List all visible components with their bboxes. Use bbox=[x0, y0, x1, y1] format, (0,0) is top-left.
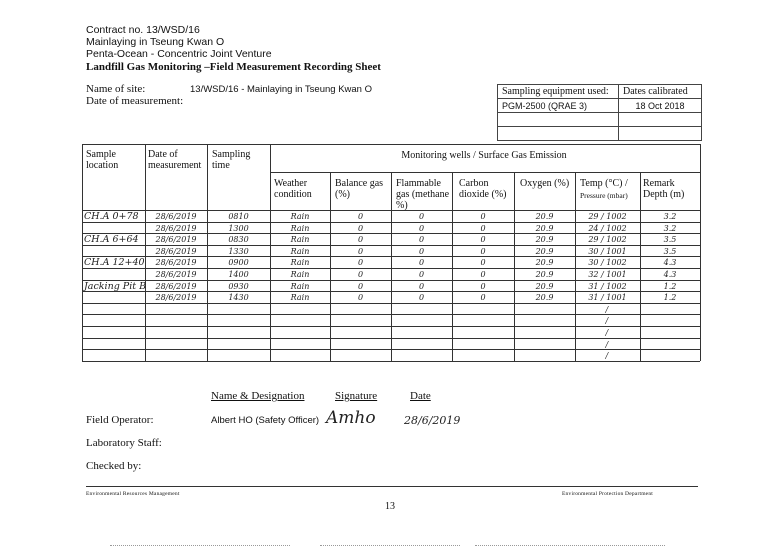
cell-temp-pressure: 30 / 1001 bbox=[588, 246, 627, 256]
cell-temp-pressure-slash: / bbox=[605, 304, 609, 314]
cell-date: 28/6/2019 bbox=[155, 212, 197, 221]
signoff-signature-header: Signature bbox=[335, 390, 378, 402]
cell-flammable: 0 bbox=[418, 281, 425, 291]
header-remark-depth: Remark Depth (m) bbox=[643, 178, 685, 200]
cell-balance: 0 bbox=[357, 235, 364, 245]
cell-time: 1430 bbox=[228, 293, 249, 303]
cell-remark: 3.2 bbox=[663, 212, 677, 221]
equipment-header: Sampling equipment used: bbox=[498, 85, 619, 99]
cell-remark: 4.3 bbox=[663, 258, 677, 268]
cell-balance: 0 bbox=[357, 246, 364, 256]
cell-sample-location: CH.A 0+78 bbox=[84, 211, 139, 222]
cell-oxygen: 20.9 bbox=[535, 270, 554, 279]
cell-flammable: 0 bbox=[418, 212, 425, 221]
cell-weather: Rain bbox=[290, 246, 310, 256]
cell-flammable: 0 bbox=[418, 246, 425, 256]
cell-time: 0830 bbox=[228, 235, 249, 245]
cell-temp-pressure: 29 / 1002 bbox=[588, 235, 627, 245]
field-operator-date: 28/6/2019 bbox=[404, 414, 461, 427]
cell-time: 0810 bbox=[228, 212, 249, 221]
cell-weather: Rain bbox=[290, 270, 310, 279]
document-title: Landfill Gas Monitoring –Field Measurement Recording Sheet bbox=[86, 61, 381, 73]
cell-time: 1400 bbox=[228, 270, 249, 279]
table-subheader-line bbox=[270, 172, 700, 173]
cell-temp-pressure-slash: / bbox=[605, 339, 609, 349]
cell-co2: 0 bbox=[480, 235, 486, 245]
cell-weather: Rain bbox=[290, 258, 310, 268]
cell-remark: 1.2 bbox=[663, 281, 677, 291]
field-operator-label: Field Operator: bbox=[86, 414, 154, 426]
cell-weather: Rain bbox=[290, 281, 310, 291]
scan-artifact bbox=[475, 545, 665, 546]
cell-balance: 0 bbox=[357, 270, 364, 279]
cell-co2: 0 bbox=[480, 258, 486, 268]
site-name-value: 13/WSD/16 - Mainlaying in Tseung Kwan O bbox=[190, 84, 372, 95]
header-carbon-dioxide: Carbon dioxide (%) bbox=[459, 178, 507, 200]
cell-time: 1330 bbox=[228, 246, 249, 256]
footer-divider bbox=[86, 486, 698, 487]
cell-balance: 0 bbox=[357, 258, 364, 268]
table-column-line bbox=[82, 144, 83, 361]
equipment-empty-cell bbox=[498, 113, 619, 127]
cell-remark: 3.5 bbox=[663, 246, 677, 256]
header-monitoring-group: Monitoring wells / Surface Gas Emission bbox=[401, 150, 567, 161]
cell-date: 28/6/2019 bbox=[155, 223, 197, 233]
cell-flammable: 0 bbox=[418, 270, 425, 279]
equipment-value: PGM-2500 (QRAE 3) bbox=[498, 99, 619, 113]
cell-time: 1300 bbox=[228, 223, 249, 233]
cell-date: 28/6/2019 bbox=[155, 293, 197, 303]
cell-time: 0900 bbox=[228, 258, 249, 268]
cell-oxygen: 20.9 bbox=[535, 258, 554, 268]
cell-co2: 0 bbox=[480, 212, 486, 221]
cell-time: 0930 bbox=[228, 281, 249, 291]
header-temp: Temp (°C) / bbox=[580, 178, 628, 189]
scan-artifact bbox=[320, 545, 460, 546]
cell-flammable: 0 bbox=[418, 293, 425, 303]
cell-remark: 1.2 bbox=[663, 293, 677, 303]
calibrated-header: Dates calibrated bbox=[619, 85, 702, 99]
footer-right: Environmental Protection Department bbox=[562, 491, 654, 497]
header-sample-location: Sample location bbox=[86, 149, 119, 171]
site-name-label: Name of site: bbox=[86, 83, 146, 95]
cell-co2: 0 bbox=[480, 246, 486, 256]
header-sampling-time: Sampling time bbox=[212, 149, 251, 171]
cell-oxygen: 20.9 bbox=[535, 281, 554, 291]
cell-weather: Rain bbox=[290, 223, 310, 233]
cell-co2: 0 bbox=[480, 270, 486, 279]
field-operator-signature: Amho bbox=[326, 408, 376, 428]
table-column-line bbox=[700, 144, 701, 361]
cell-oxygen: 20.9 bbox=[535, 212, 554, 221]
header-pressure: Pressure (mbar) bbox=[580, 191, 628, 200]
cell-weather: Rain bbox=[290, 293, 310, 303]
table-border-top bbox=[82, 144, 700, 145]
calibrated-empty-cell bbox=[619, 127, 702, 141]
page-number: 13 bbox=[385, 501, 395, 512]
cell-date: 28/6/2019 bbox=[155, 258, 197, 268]
cell-weather: Rain bbox=[290, 212, 310, 221]
calibrated-empty-cell bbox=[619, 113, 702, 127]
cell-co2: 0 bbox=[480, 293, 486, 303]
contractor-name: Penta-Ocean - Concentric Joint Venture bbox=[86, 48, 272, 60]
cell-sample-location: CH.A 12+40 bbox=[84, 257, 145, 269]
cell-date: 28/6/2019 bbox=[155, 246, 197, 256]
cell-oxygen: 20.9 bbox=[535, 246, 554, 256]
equipment-empty-cell bbox=[498, 127, 619, 141]
cell-temp-pressure: 31 / 1002 bbox=[588, 281, 627, 291]
contract-number: Contract no. 13/WSD/16 bbox=[86, 24, 200, 36]
cell-remark: 4.3 bbox=[663, 270, 677, 279]
cell-date: 28/6/2019 bbox=[155, 235, 197, 245]
cell-oxygen: 20.9 bbox=[535, 223, 554, 233]
calibrated-value: 18 Oct 2018 bbox=[619, 99, 702, 113]
cell-balance: 0 bbox=[357, 293, 364, 303]
header-weather: Weather condition bbox=[274, 178, 312, 200]
header-flammable-gas: Flammable gas (methane %) bbox=[396, 178, 450, 211]
cell-remark: 3.5 bbox=[663, 235, 677, 245]
cell-temp-pressure-slash: / bbox=[605, 316, 609, 326]
cell-oxygen: 20.9 bbox=[535, 235, 554, 245]
cell-temp-pressure: 29 / 1002 bbox=[588, 212, 627, 221]
cell-temp-pressure-slash: / bbox=[605, 328, 609, 337]
cell-sample-location: CH.A 6+64 bbox=[84, 234, 139, 246]
header-oxygen: Oxygen (%) bbox=[520, 178, 570, 189]
project-name: Mainlaying in Tseung Kwan O bbox=[86, 36, 225, 48]
cell-sample-location: Jacking Pit B bbox=[84, 280, 147, 292]
signoff-name-header: Name & Designation bbox=[211, 390, 305, 402]
cell-temp-pressure: 30 / 1002 bbox=[588, 258, 627, 268]
cell-flammable: 0 bbox=[418, 223, 425, 233]
checked-by-label: Checked by: bbox=[86, 460, 142, 472]
equipment-table bbox=[497, 84, 702, 141]
cell-co2: 0 bbox=[480, 223, 486, 233]
cell-co2: 0 bbox=[480, 281, 486, 291]
cell-balance: 0 bbox=[357, 281, 364, 291]
lab-staff-label: Laboratory Staff: bbox=[86, 437, 162, 449]
cell-flammable: 0 bbox=[418, 235, 425, 245]
cell-date: 28/6/2019 bbox=[155, 270, 197, 279]
header-date-of-measurement: Date of measurement bbox=[148, 149, 202, 171]
cell-weather: Rain bbox=[290, 235, 310, 245]
field-operator-name: Albert HO (Safety Officer) bbox=[211, 415, 320, 426]
header-balance-gas: Balance gas (%) bbox=[335, 178, 384, 200]
cell-temp-pressure: 31 / 1001 bbox=[588, 293, 627, 303]
cell-flammable: 0 bbox=[418, 258, 425, 268]
cell-oxygen: 20.9 bbox=[535, 293, 554, 303]
cell-remark: 3.2 bbox=[663, 223, 677, 233]
cell-temp-pressure: 32 / 1001 bbox=[588, 270, 627, 279]
measurement-date-label: Date of measurement: bbox=[86, 95, 184, 107]
cell-balance: 0 bbox=[357, 212, 364, 221]
cell-temp-pressure: 24 / 1002 bbox=[588, 223, 627, 233]
cell-date: 28/6/2019 bbox=[155, 281, 197, 291]
cell-temp-pressure-slash: / bbox=[605, 351, 609, 361]
footer-left: Environmental Resources Management bbox=[86, 491, 180, 497]
signoff-date-header: Date bbox=[410, 390, 431, 402]
cell-balance: 0 bbox=[357, 223, 364, 233]
scan-artifact bbox=[110, 545, 290, 546]
